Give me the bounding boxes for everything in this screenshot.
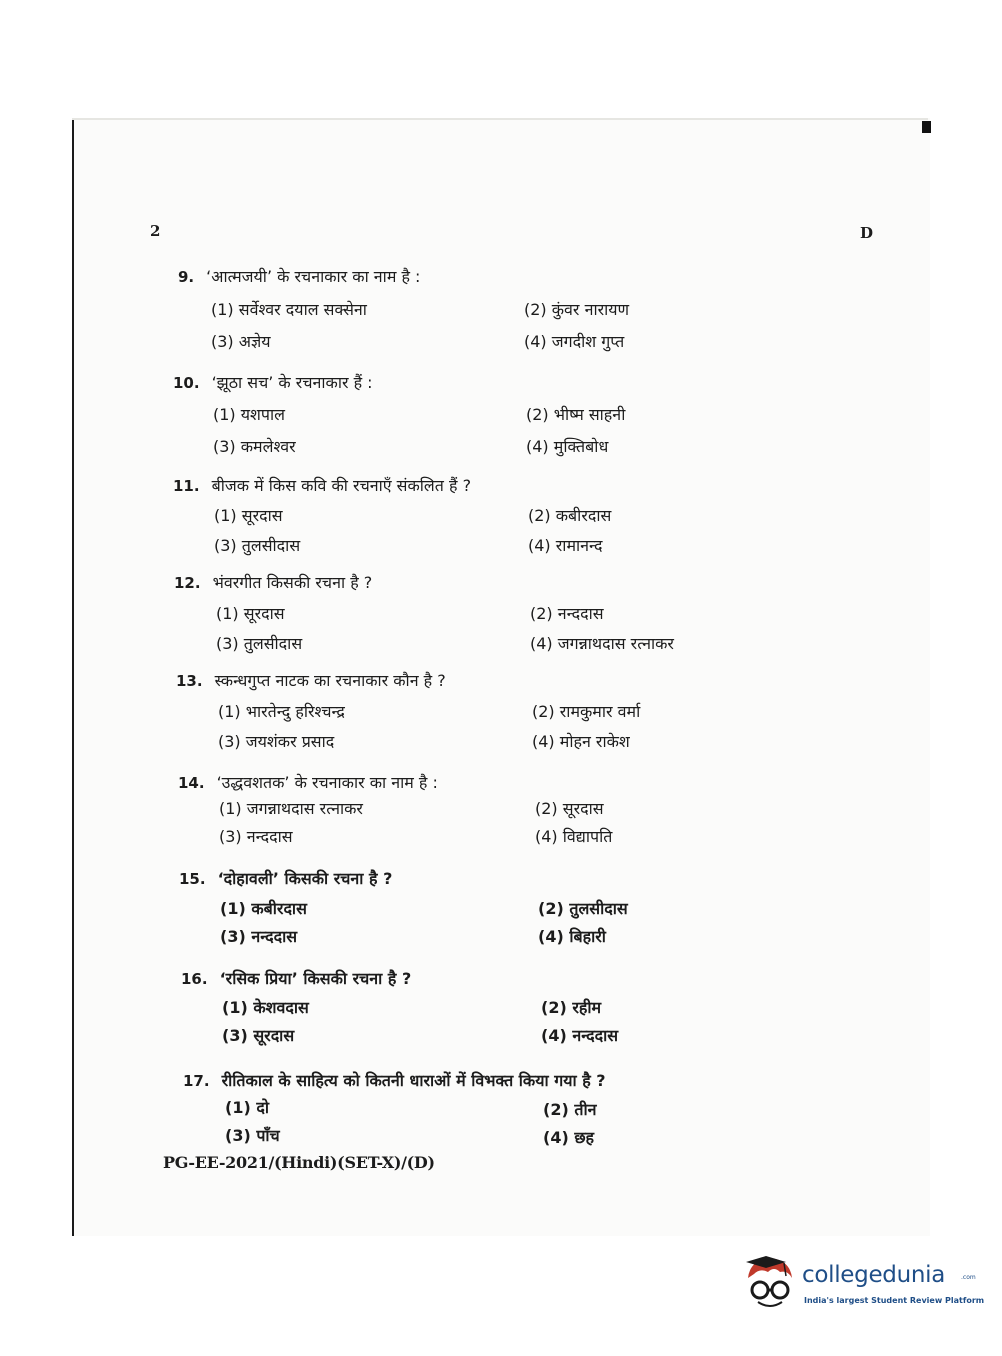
question-text: भंवरगीत किसकी रचना है ? [212, 573, 373, 592]
question-text: रीतिकाल के साहित्य को कितनी धाराओं में विभक्त किया गया है ? [221, 1071, 606, 1090]
option-4: (4) जगन्नाथदास रत्नाकर [530, 634, 674, 653]
option-4: (4) रामानन्द [528, 536, 603, 555]
option-1: (1) सूरदास [214, 506, 283, 525]
option-2: (2) कुंवर नारायण [524, 300, 630, 319]
option-3: (3) तुलसीदास [214, 536, 301, 555]
option-3: (3) नन्ददास [220, 927, 298, 946]
option-2: (2) भीष्म साहनी [526, 405, 626, 424]
option-1: (1) भारतेन्दु हरिश्चन्द्र [218, 702, 345, 721]
page-number: 2 [150, 222, 161, 240]
question-text: ‘झूठा सच’ के रचनाकार हैं : [211, 373, 373, 392]
mascot-icon [740, 1252, 800, 1314]
option-2: (2) रहीम [541, 998, 602, 1017]
option-1: (1) सूरदास [216, 604, 285, 623]
brand-domain: .com [961, 1274, 976, 1281]
option-3: (3) पाँच [225, 1126, 280, 1145]
question-number: 12. [174, 574, 201, 592]
question-text: ‘आत्मजयी’ के रचनाकार का नाम है : [206, 267, 421, 286]
option-4: (4) विद्यापति [535, 827, 613, 846]
question-number: 9. [178, 268, 195, 286]
set-code: D [860, 224, 874, 242]
page-edge [72, 118, 928, 120]
option-3: (3) सूरदास [222, 1026, 295, 1045]
option-1: (1) दो [225, 1098, 269, 1117]
option-4: (4) बिहारी [538, 927, 606, 946]
option-4: (4) मोहन राकेश [532, 732, 630, 751]
option-2: (2) रामकुमार वर्मा [532, 702, 641, 721]
question-text: ‘रसिक प्रिया’ किसकी रचना है ? [219, 969, 412, 988]
question-number: 17. [183, 1072, 210, 1090]
option-2: (2) कबीरदास [528, 506, 612, 525]
option-4: (4) जगदीश गुप्त [524, 332, 625, 351]
question-number: 11. [173, 477, 200, 495]
option-1: (1) यशपाल [213, 405, 285, 424]
option-2: (2) नन्ददास [530, 604, 604, 623]
brand-name: collegedunia [802, 1262, 946, 1288]
option-2: (2) सूरदास [535, 799, 604, 818]
question-text: बीजक में किस कवि की रचनाएँ संकलित हैं ? [211, 476, 472, 495]
option-3: (3) नन्ददास [219, 827, 293, 846]
option-3: (3) अज्ञेय [211, 332, 271, 351]
corner-mark [922, 121, 931, 133]
option-1: (1) जगन्नाथदास रत्नाकर [219, 799, 363, 818]
collegedunia-watermark [740, 1252, 985, 1318]
option-1: (1) केशवदास [222, 998, 309, 1017]
option-1: (1) सर्वेश्वर दयाल सक्सेना [211, 300, 367, 319]
brand-tagline: India's largest Student Review Platform [804, 1296, 985, 1305]
option-4: (4) मुक्तिबोध [526, 437, 609, 456]
paper-code: PG-EE-2021/(Hindi)(SET-X)/(D) [163, 1153, 435, 1172]
question-text: स्कन्धगुप्त नाटक का रचनाकार कौन है ? [214, 671, 446, 690]
question-number: 14. [178, 774, 205, 792]
question-number: 10. [173, 374, 200, 392]
option-3: (3) कमलेश्वर [213, 437, 296, 456]
option-1: (1) कबीरदास [220, 899, 307, 918]
question-text: ‘उद्धवशतक’ के रचनाकार का नाम है : [216, 773, 438, 792]
question-number: 15. [179, 870, 206, 888]
question-number: 13. [176, 672, 203, 690]
question-text: ‘दोहावली’ किसकी रचना है ? [217, 869, 393, 888]
option-2: (2) तुलसीदास [538, 899, 628, 918]
option-2: (2) तीन [543, 1100, 597, 1119]
option-4: (4) नन्ददास [541, 1026, 619, 1045]
option-4: (4) छह [543, 1128, 595, 1147]
question-number: 16. [181, 970, 208, 988]
option-3: (3) जयशंकर प्रसाद [218, 732, 335, 751]
option-3: (3) तुलसीदास [216, 634, 303, 653]
